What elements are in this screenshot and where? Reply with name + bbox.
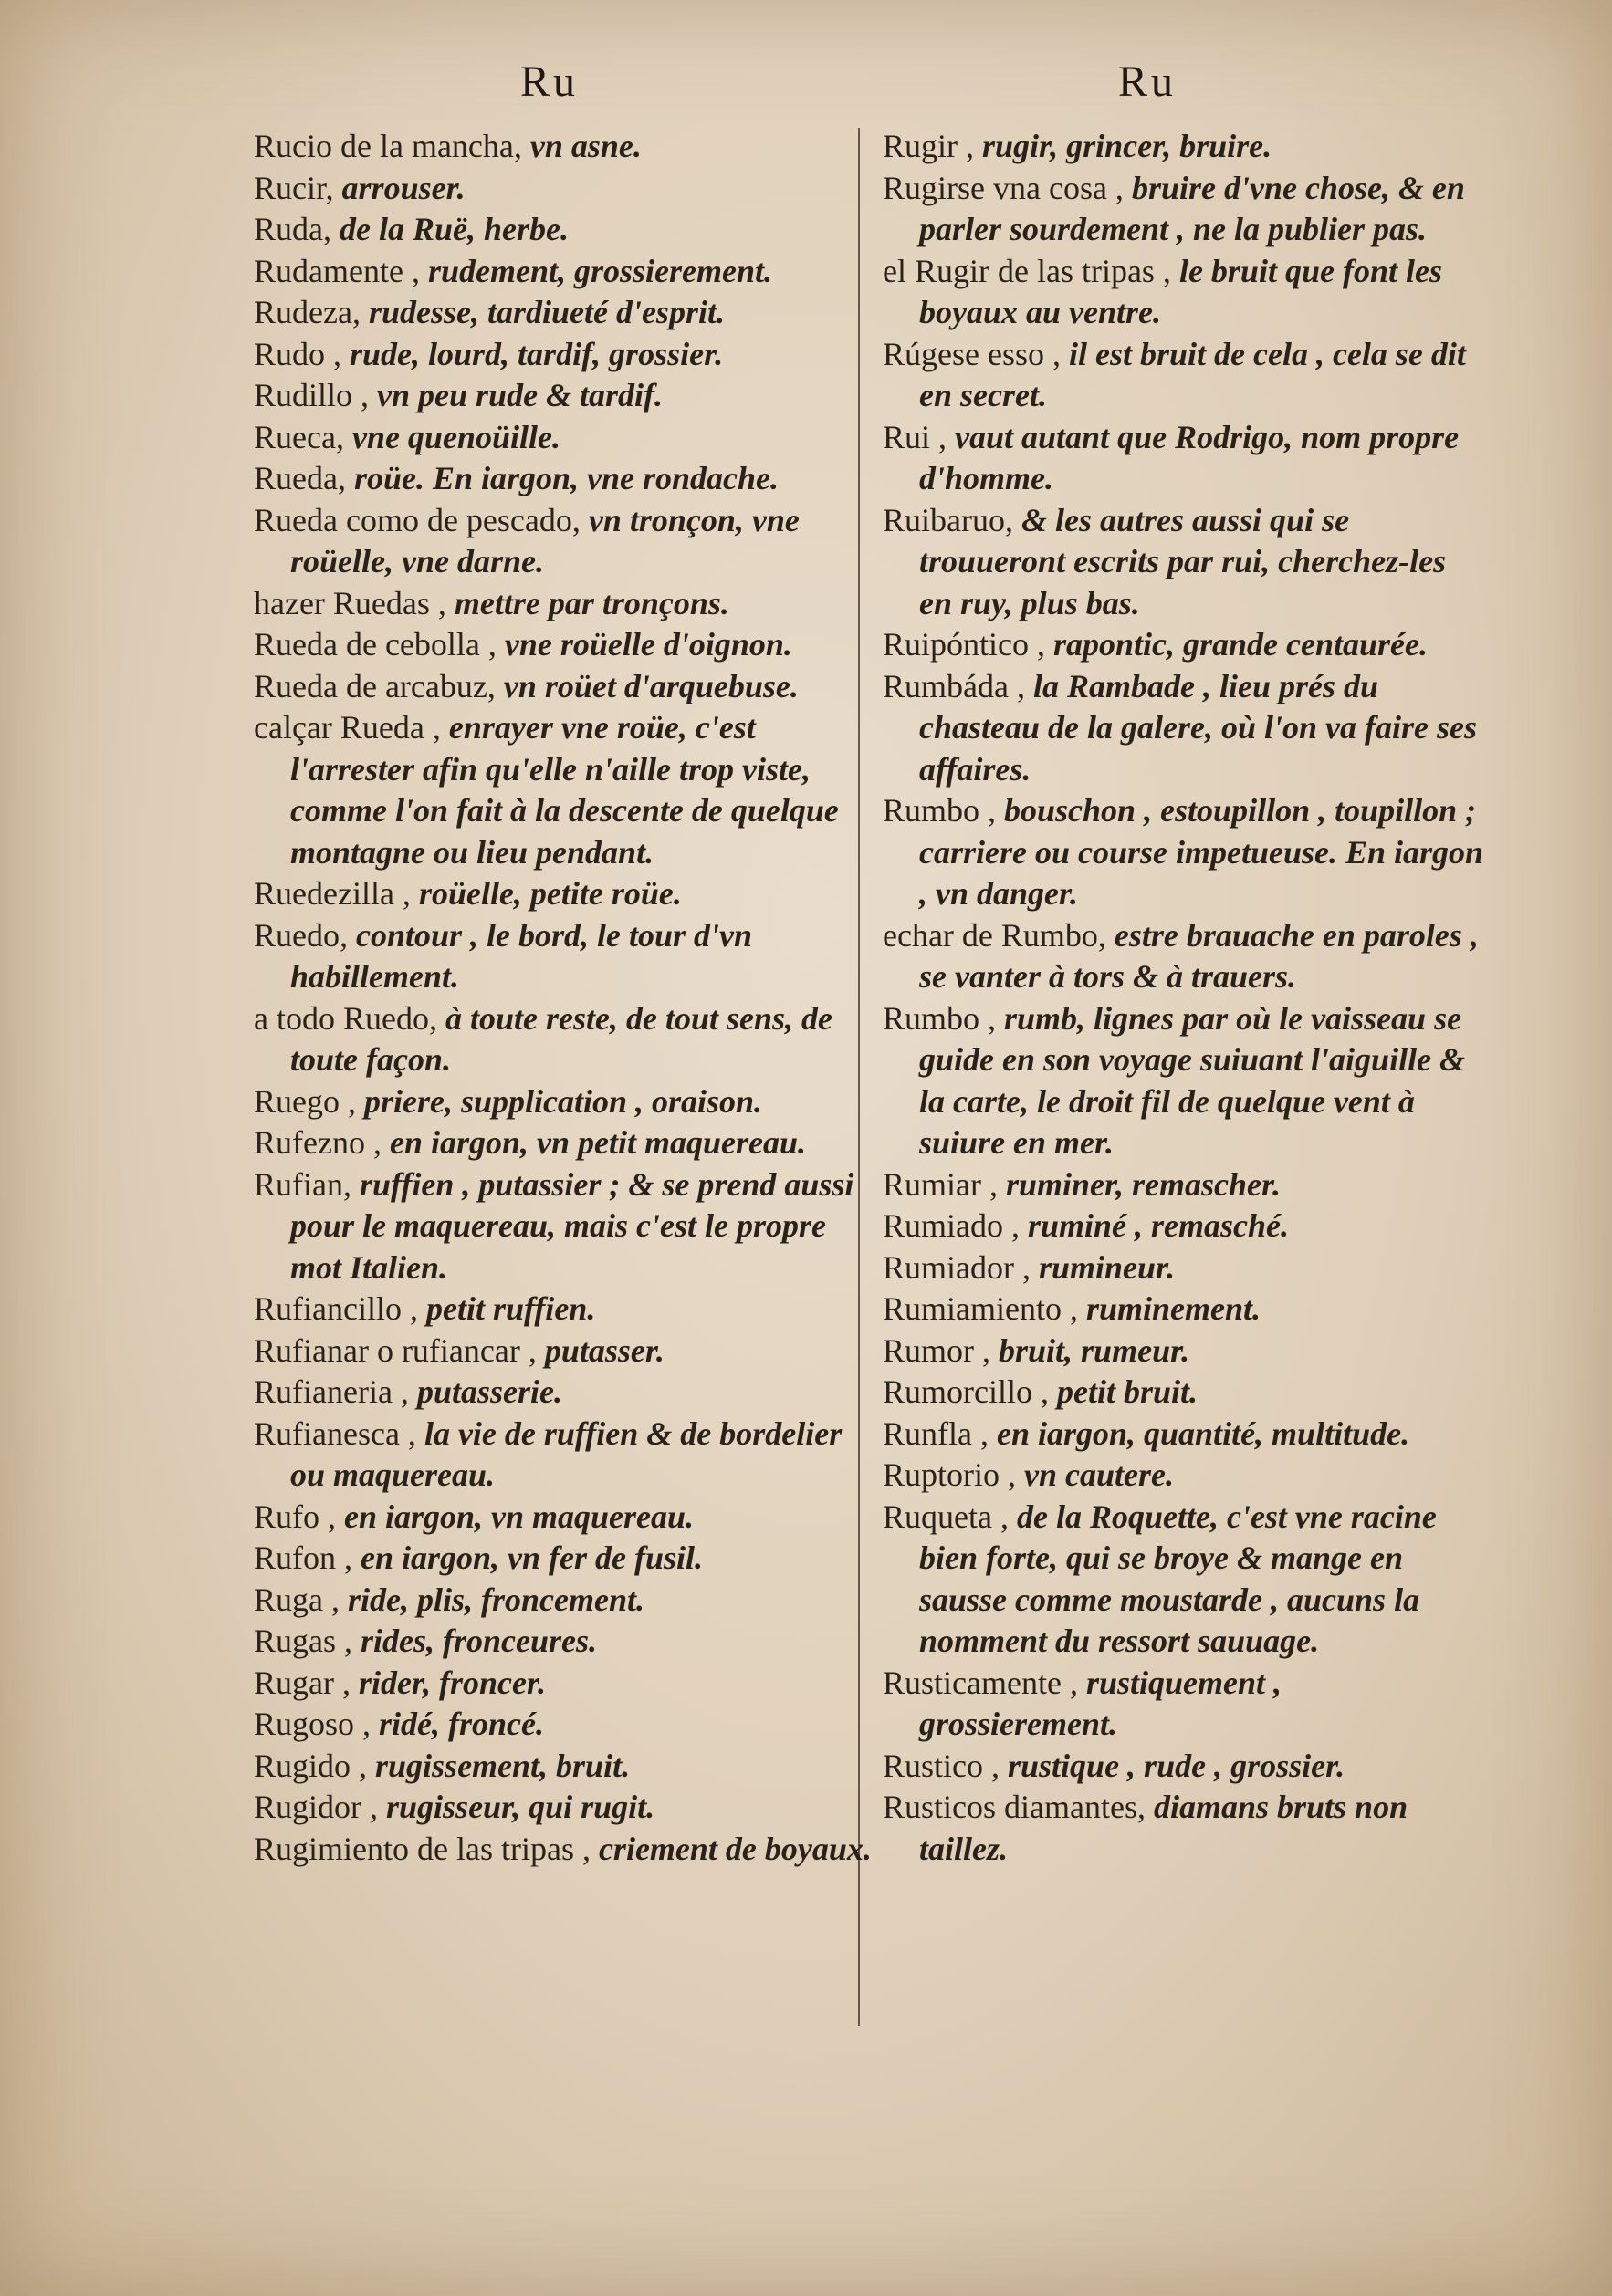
dictionary-entry [883, 624, 1485, 666]
dictionary-entry [883, 1205, 1485, 1247]
entry-headword: Rustico , [883, 1747, 1000, 1784]
entry-definition: & les autres aussi qui se trouueront escrits par rui, cherchez-les en ruy, plus bas. [919, 501, 1447, 621]
entry-definition: bouschon , estoupillon , toupillon ; carriere ou course impetueuse. En iargon , vn danger. [919, 792, 1484, 912]
entry-definition: rumb, lignes par où le vaisseau se guide en son voyage suiuant l'aiguille & la carte, le droit fil de quelque vent à suiure en mer. [919, 999, 1466, 1161]
dictionary-entry [883, 1247, 1485, 1289]
entry-definition: en iargon, vn fer de fusil. [352, 1539, 704, 1576]
entry-headword: Rumbo , [883, 792, 997, 829]
entry-definition: arrouser. [333, 169, 466, 206]
entry-definition: vn cautere. [1016, 1456, 1174, 1493]
entry-definition: en iargon, vn petit maquereau. [381, 1124, 806, 1161]
dictionary-entry [883, 126, 1485, 168]
dictionary-entry [254, 500, 874, 583]
dictionary-entry [254, 1704, 874, 1746]
entry-headword: Rumiador , [883, 1248, 1031, 1286]
dictionary-entry [254, 1497, 874, 1539]
entry-definition: vn tronçon, vne roüelle, vne darne. [290, 501, 800, 579]
entry-definition: rumineur. [1030, 1248, 1176, 1286]
entry-headword: Rumorcillo , [883, 1373, 1049, 1410]
dictionary-entry [254, 873, 874, 915]
entry-definition: roüelle, petite roüe. [410, 875, 682, 912]
entry-definition: putasser. [536, 1331, 665, 1369]
entry-headword: Rúgese esso , [883, 335, 1061, 372]
running-head-right: Ru [1118, 57, 1178, 106]
entry-headword: Rufian, [254, 1165, 351, 1203]
dictionary-entry [254, 707, 874, 873]
dictionary-entry [883, 915, 1485, 998]
entry-headword: Rueda de cebolla , [254, 626, 497, 663]
entry-definition: diamans bruts non taillez. [919, 1789, 1408, 1867]
entry-definition: il est bruit de cela , cela se dit en secret. [919, 335, 1466, 413]
entry-headword: Rufezno , [254, 1124, 382, 1161]
entry-headword: Rumor , [883, 1331, 991, 1369]
dictionary-entry [883, 1746, 1485, 1788]
dictionary-entry [254, 1621, 874, 1663]
entry-headword: Rumbo , [883, 999, 997, 1037]
dictionary-entry [254, 1372, 874, 1414]
entry-headword: hazer Ruedas , [254, 584, 446, 621]
entry-definition: vne quenoüille. [343, 418, 560, 455]
entry-headword: Rufo , [254, 1498, 336, 1535]
entry-definition: ride, plis, froncement. [340, 1581, 644, 1618]
entry-headword: Rusticos diamantes, [883, 1789, 1146, 1825]
dictionary-entry [254, 292, 874, 334]
entry-definition: rudesse, tardiueté d'esprit. [360, 294, 725, 330]
dictionary-entry [254, 1580, 874, 1622]
dictionary-entry [254, 666, 874, 708]
entry-headword: Rudo , [254, 335, 342, 372]
entry-definition: bruire d'vne chose, & en parler sourdement , ne la publier pas. [919, 169, 1465, 247]
entry-definition: vaut autant que Rodrigo, nom propre d'homme. [919, 418, 1460, 496]
dictionary-entry [254, 583, 874, 625]
entry-definition: priere, supplication , oraison. [356, 1082, 763, 1120]
dictionary-entry [254, 334, 874, 376]
entry-definition: petit ruffien. [417, 1290, 596, 1327]
dictionary-entry [883, 998, 1485, 1164]
entry-definition: en iargon, quantité, multitude. [988, 1414, 1410, 1452]
dictionary-entry [883, 790, 1485, 915]
dictionary-entry [254, 1081, 874, 1123]
entry-headword: Rueda de arcabuz, [254, 667, 496, 704]
entry-definition: de la Ruë, herbe. [331, 211, 569, 247]
dictionary-entry [254, 1289, 874, 1331]
entry-headword: Rucir, [254, 169, 334, 206]
dictionary-entry [254, 1829, 874, 1871]
entry-headword: Rugido , [254, 1747, 368, 1784]
entry-definition: rustique , rude , grossier. [1000, 1747, 1345, 1784]
dictionary-entry [883, 1289, 1485, 1331]
entry-headword: Ruibaruo, [883, 501, 1013, 538]
left-column [254, 126, 874, 1870]
entry-definition: rudement, grossierement. [419, 252, 772, 289]
entry-headword: Rugar , [254, 1664, 351, 1701]
entry-definition: ruminé , remasché. [1020, 1207, 1290, 1244]
entry-headword: Rueda como de pescado, [254, 501, 581, 538]
entry-headword: echar de Rumbo, [883, 916, 1106, 954]
dictionary-entry [254, 624, 874, 666]
entry-definition: ruffien , putassier ; & se prend aussi pour le maquereau, mais c'est le propre mot Italien. [290, 1165, 854, 1286]
entry-definition: estre brauache en paroles , se vanter à tors & à trauers. [919, 916, 1479, 995]
dictionary-entry [883, 1331, 1485, 1372]
entry-definition: contour , le bord, le tour d'vn habillement. [290, 916, 753, 995]
entry-definition: rides, fronceures. [352, 1623, 597, 1659]
dictionary-entry [883, 334, 1485, 417]
entry-definition: rider, froncer. [350, 1664, 546, 1701]
dictionary-entry [883, 168, 1485, 251]
entry-headword: Rugir , [883, 128, 975, 164]
entry-headword: Rufianesca , [254, 1414, 416, 1452]
dictionary-entry [254, 375, 874, 417]
dictionary-entry [254, 209, 874, 251]
dictionary-entry [254, 915, 874, 998]
dictionary-entry [883, 1164, 1485, 1206]
entry-definition: vn peu rude & tardif. [369, 377, 664, 413]
entry-definition: à toute reste, de tout sens, de toute façon. [290, 999, 832, 1078]
entry-headword: Ruptorio , [883, 1456, 1017, 1493]
entry-definition: mettre par tronçons. [445, 584, 729, 621]
dictionary-entry [254, 458, 874, 500]
entry-definition: ruminement. [1077, 1290, 1261, 1327]
entry-headword: Ruda, [254, 211, 331, 247]
entry-headword: Rumiado , [883, 1207, 1020, 1244]
entry-definition: vn asne. [521, 128, 642, 164]
entry-headword: Rueda, [254, 460, 346, 496]
entry-headword: Rueca, [254, 418, 344, 455]
entry-headword: Ruedezilla , [254, 875, 411, 912]
entry-headword: a todo Ruedo, [254, 999, 437, 1037]
entry-headword: Rufon , [254, 1539, 352, 1576]
entry-headword: Rufianar o rufiancar , [254, 1331, 537, 1369]
entry-headword: calçar Rueda , [254, 709, 441, 746]
entry-headword: Rumbáda , [883, 667, 1025, 704]
entry-headword: Rusticamente , [883, 1664, 1078, 1701]
right-column [883, 126, 1485, 1870]
entry-definition: bruit, rumeur. [990, 1331, 1190, 1369]
entry-headword: Ruego , [254, 1082, 356, 1120]
entry-headword: Ruipóntico , [883, 626, 1045, 663]
dictionary-entry [883, 1663, 1485, 1746]
entry-headword: Rufianeria , [254, 1373, 409, 1410]
entry-headword: Rucio de la mancha, [254, 128, 522, 164]
entry-definition: la vie de ruffien & de bordelier ou maquereau. [290, 1414, 843, 1493]
dictionary-entry [883, 1372, 1485, 1414]
entry-definition: putasserie. [408, 1373, 562, 1410]
dictionary-entry [254, 168, 874, 210]
entry-headword: Runfla , [883, 1414, 989, 1452]
dictionary-entry [254, 1414, 874, 1497]
dictionary-entry [883, 500, 1485, 625]
dictionary-entry [883, 1455, 1485, 1497]
entry-headword: Rugas , [254, 1623, 352, 1659]
entry-headword: Rumiar , [883, 1165, 998, 1203]
entry-definition: criement de boyaux. [590, 1830, 872, 1867]
entry-definition: de la Roquette, c'est vne racine bien forte, qui se broye & mange en sausse comme moustarde , aucuns la nomment du ressort sauuage. [919, 1498, 1437, 1659]
entry-headword: Rufiancillo , [254, 1290, 418, 1327]
entry-definition: le bruit que font les boyaux au ventre. [919, 252, 1442, 330]
dictionary-entry [883, 1497, 1485, 1663]
dictionary-entry [254, 1663, 874, 1705]
dictionary-entry [254, 1122, 874, 1164]
dictionary-entry [883, 251, 1485, 334]
entry-headword: Rudeza, [254, 294, 361, 330]
entry-definition: en iargon, vn maquereau. [336, 1498, 695, 1535]
entry-headword: Rumiamiento , [883, 1290, 1078, 1327]
entry-headword: Rui , [883, 418, 947, 455]
entry-definition: vne roüelle d'oignon. [496, 626, 792, 663]
entry-definition: rugir, grincer, bruire. [974, 128, 1272, 164]
entry-headword: Rugoso , [254, 1706, 372, 1742]
dictionary-entry [254, 251, 874, 293]
dictionary-entry [254, 1538, 874, 1580]
entry-definition: petit bruit. [1049, 1373, 1199, 1410]
entry-headword: Rudamente , [254, 252, 420, 289]
dictionary-entry [883, 666, 1485, 791]
entry-headword: Ruga , [254, 1581, 340, 1618]
running-head-left: Ru [520, 57, 580, 106]
entry-definition: rugisseur, qui rugit. [378, 1789, 655, 1825]
dictionary-entry [254, 1331, 874, 1372]
entry-headword: Ruqueta , [883, 1498, 1009, 1535]
dictionary-entry [254, 998, 874, 1081]
entry-headword: Rugimiento de las tripas , [254, 1830, 591, 1867]
entry-definition: rapontic, grande centaurée. [1045, 626, 1428, 663]
dictionary-entry [883, 417, 1485, 500]
entry-definition: ridé, froncé. [371, 1706, 544, 1742]
dictionary-entry [883, 1414, 1485, 1456]
dictionary-entry [254, 1746, 874, 1788]
entry-headword: Rudillo , [254, 377, 370, 413]
dictionary-entry [254, 1164, 874, 1289]
dictionary-entry [254, 126, 874, 168]
entry-headword: el Rugir de las tripas , [883, 252, 1171, 289]
entry-headword: Rugidor , [254, 1789, 379, 1825]
entry-definition: vn roüet d'arquebuse. [495, 667, 799, 704]
entry-definition: la Rambade , lieu prés du chasteau de la galere, où l'on va faire ses affaires. [919, 667, 1477, 788]
entry-headword: Rugirse vna cosa , [883, 169, 1124, 206]
entry-definition: roüe. En iargon, vne rondache. [345, 460, 780, 496]
entry-definition: rugissement, bruit. [367, 1747, 631, 1784]
dictionary-entry [254, 417, 874, 459]
entry-definition: rustiquement , grossierement. [919, 1664, 1282, 1742]
entry-definition: enrayer vne roüe, c'est l'arrester afin qu'elle n'aille trop viste, comme l'on fait à la descente de quelque montagne ou lieu pendant. [290, 709, 839, 871]
dictionary-entry [883, 1787, 1485, 1870]
dictionary-entry [254, 1787, 874, 1829]
entry-definition: ruminer, remascher. [997, 1165, 1282, 1203]
entry-definition: rude, lourd, tardif, grossier. [341, 335, 724, 372]
entry-headword: Ruedo, [254, 916, 348, 954]
